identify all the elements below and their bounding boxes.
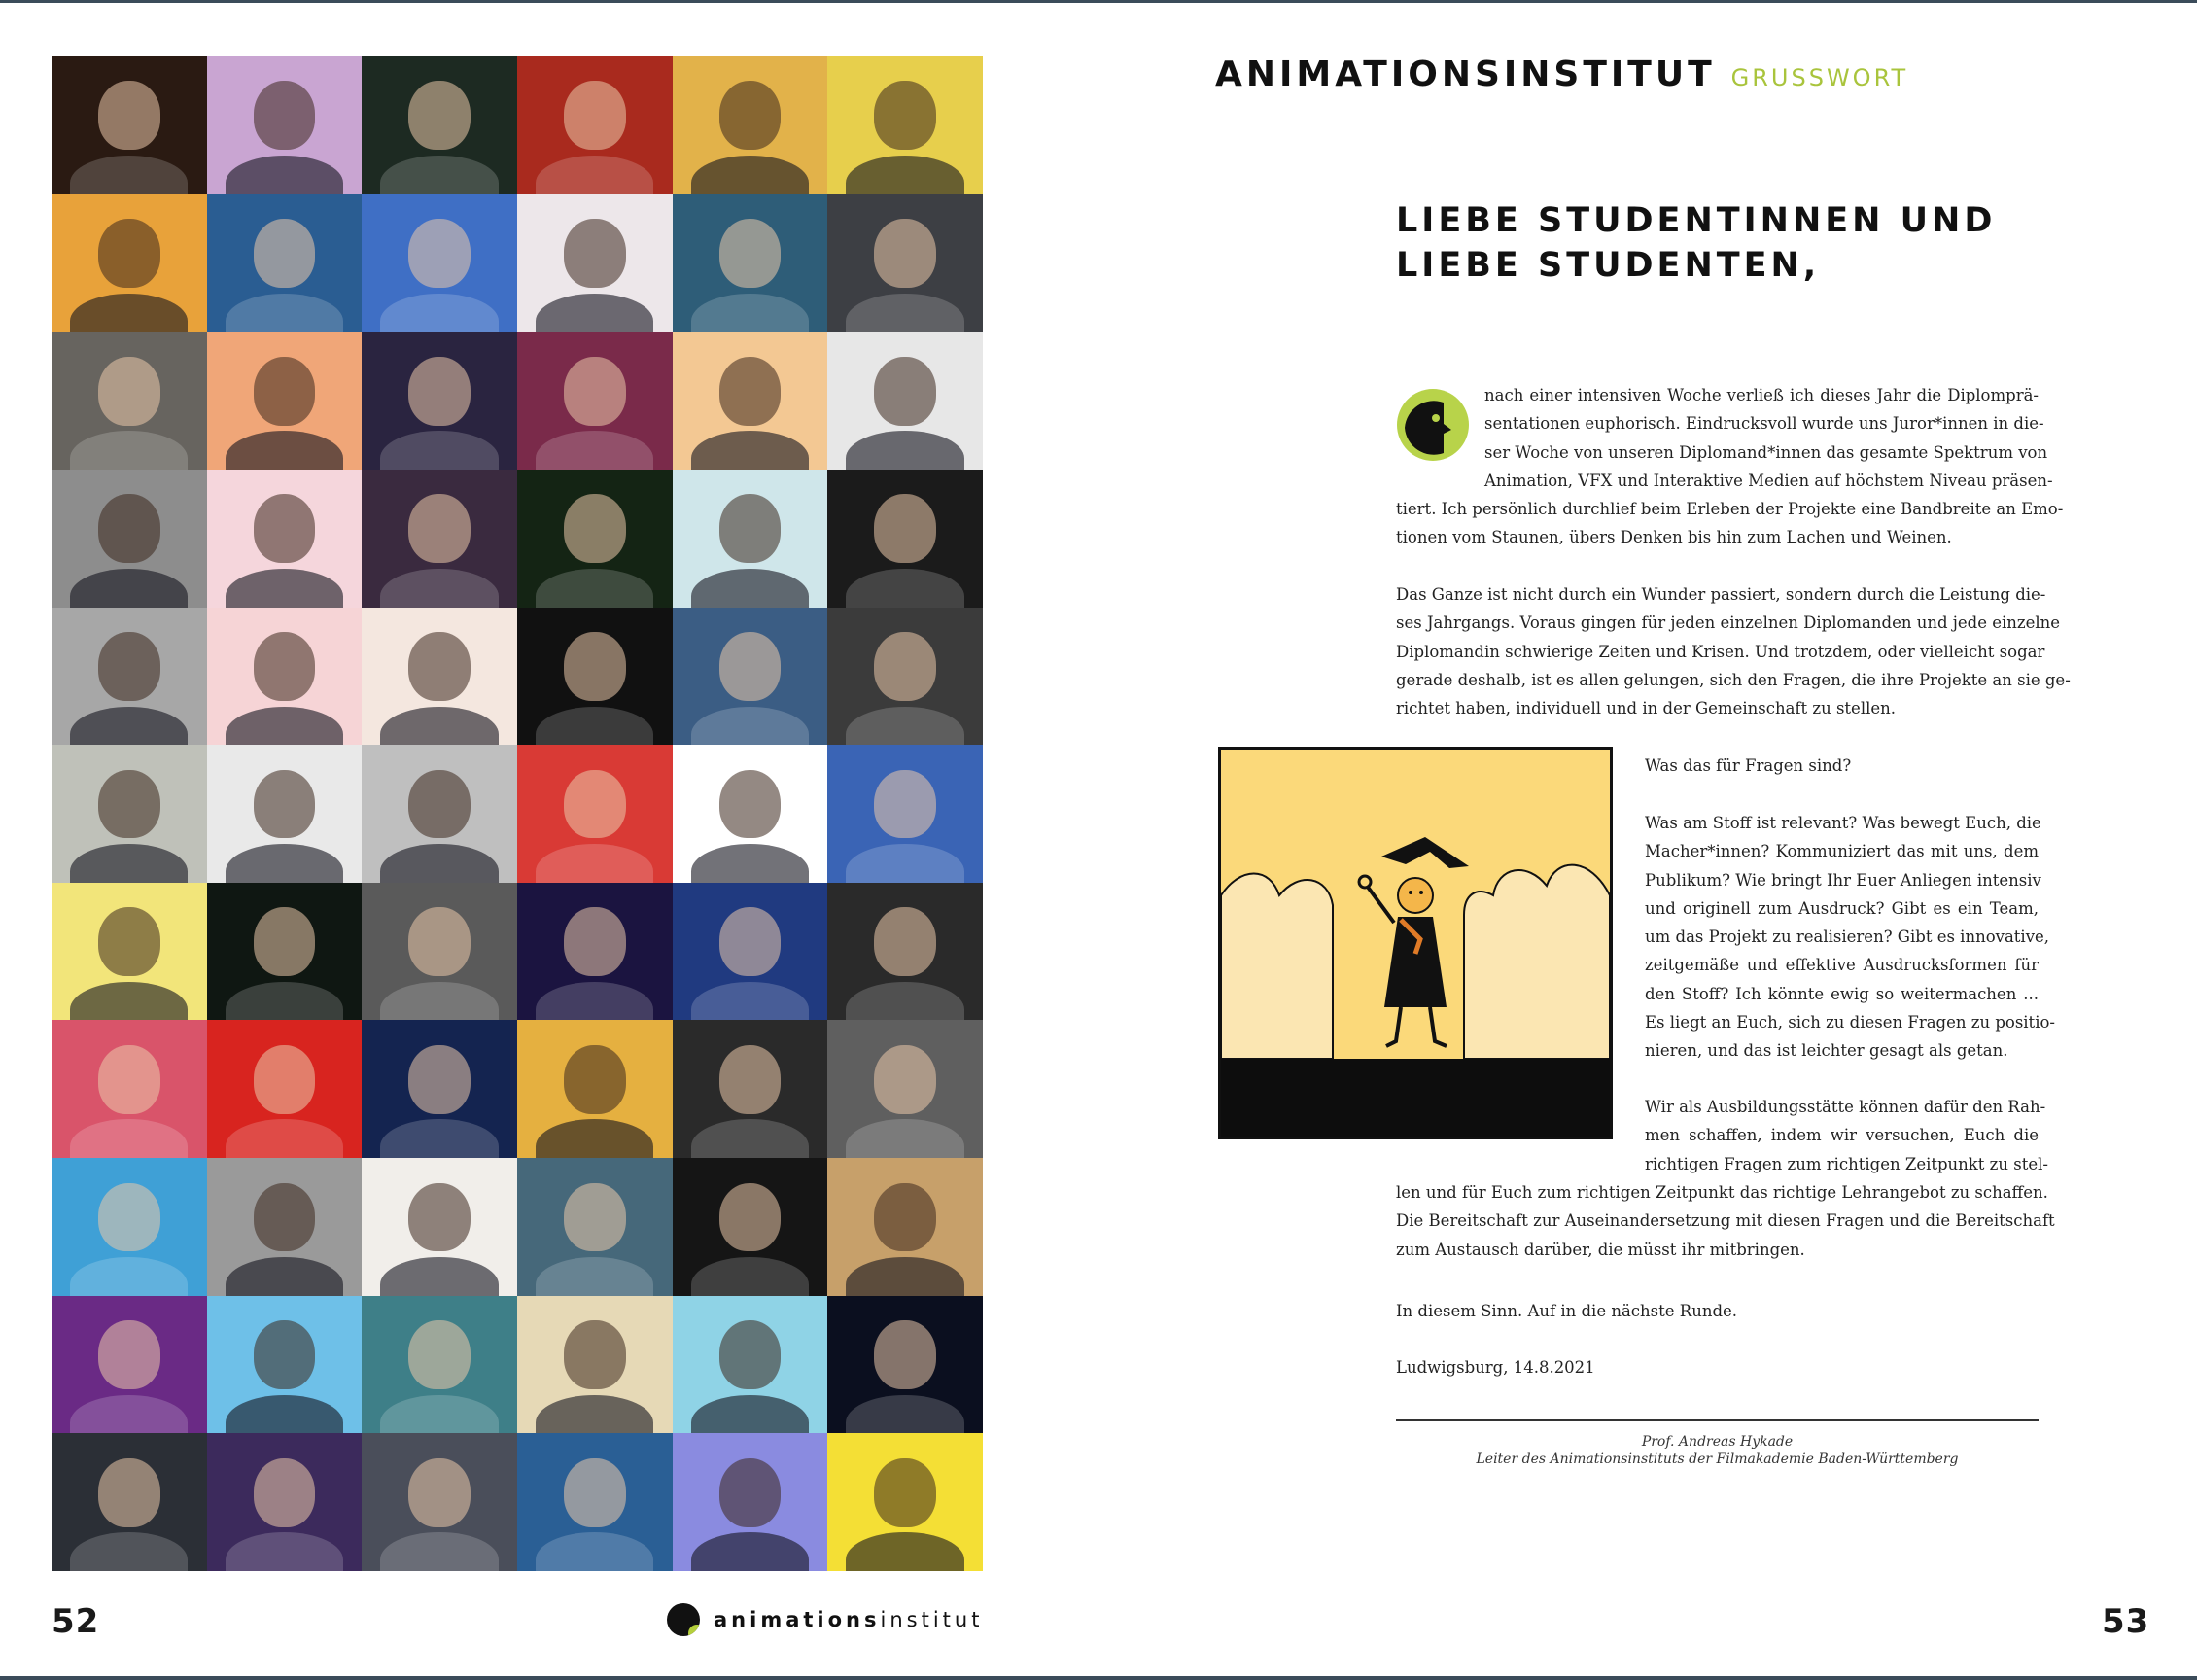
portrait-tile xyxy=(517,332,673,470)
portrait-face xyxy=(564,81,626,150)
text-line: nieren, und das ist leichter gesagt als getan. xyxy=(1645,1041,2008,1061)
text-line: Das Ganze ist nicht durch ein Wunder passiert, sondern durch die Leistung die- xyxy=(1396,585,2046,604)
portrait-tile xyxy=(517,608,673,746)
portrait-face xyxy=(98,494,160,563)
portrait-shoulders xyxy=(70,156,188,194)
portrait-face xyxy=(564,357,626,426)
portrait-shoulders xyxy=(846,294,963,332)
portrait-face xyxy=(874,357,936,426)
portrait-shoulders xyxy=(691,707,809,746)
text-line: Macher*innen? Kommuniziert das mit uns, dem xyxy=(1645,842,2039,861)
portrait-tile xyxy=(362,194,517,332)
portrait-shoulders xyxy=(536,1257,653,1296)
portrait-face xyxy=(98,1045,160,1114)
portrait-tile xyxy=(517,470,673,608)
portrait-face xyxy=(98,770,160,839)
portrait-tile xyxy=(52,1020,207,1158)
portrait-tile xyxy=(52,194,207,332)
portrait-face xyxy=(874,907,936,976)
portrait-shoulders xyxy=(70,569,188,608)
portrait-tile xyxy=(362,745,517,883)
portrait-tile xyxy=(362,56,517,194)
portrait-tile xyxy=(673,883,828,1021)
portrait-shoulders xyxy=(226,156,343,194)
portrait-face xyxy=(719,357,782,426)
portrait-tile xyxy=(827,194,983,332)
animationsinstitut-logo-icon xyxy=(667,1603,700,1636)
portrait-shoulders xyxy=(846,1532,963,1571)
portrait-shoulders xyxy=(536,1119,653,1158)
portrait-face xyxy=(564,219,626,288)
portrait-face xyxy=(874,81,936,150)
portrait-face xyxy=(564,770,626,839)
portrait-shoulders xyxy=(380,1119,498,1158)
portrait-face xyxy=(564,1320,626,1389)
portrait-shoulders xyxy=(536,1532,653,1571)
place-date: Ludwigsburg, 14.8.2021 xyxy=(1396,1358,1595,1377)
portrait-shoulders xyxy=(70,1532,188,1571)
portrait-shoulders xyxy=(536,431,653,470)
portrait-tile xyxy=(827,608,983,746)
portrait-face xyxy=(254,1320,316,1389)
text-line: den Stoff? Ich könnte ewig so weitermachen ... xyxy=(1645,984,2039,1003)
portrait-face xyxy=(408,1320,471,1389)
portrait-face xyxy=(254,907,316,976)
portrait-shoulders xyxy=(226,844,343,883)
paragraph-4 xyxy=(1645,809,2055,1066)
portrait-shoulders xyxy=(380,294,498,332)
portrait-tile xyxy=(673,1020,828,1158)
portrait-tile xyxy=(673,56,828,194)
portrait-face xyxy=(719,1183,782,1252)
portrait-tile xyxy=(362,1020,517,1158)
portrait-face xyxy=(98,632,160,701)
portrait-shoulders xyxy=(846,156,963,194)
portrait-tile xyxy=(673,332,828,470)
text-line: gerade deshalb, ist es allen gelungen, sich den Fragen, die ihre Projekte an sie ge- xyxy=(1396,670,2071,689)
portrait-shoulders xyxy=(380,156,498,194)
footer-logo-bold: animations xyxy=(714,1608,881,1631)
footer-logo-regular: institut xyxy=(880,1608,984,1631)
portrait-face xyxy=(98,1458,160,1527)
portrait-face xyxy=(408,1045,471,1114)
portrait-tile xyxy=(207,1158,363,1296)
portrait-tile xyxy=(673,470,828,608)
portrait-tile xyxy=(827,745,983,883)
portrait-tile xyxy=(673,1296,828,1434)
portrait-shoulders xyxy=(226,1119,343,1158)
paragraph-2 xyxy=(1396,580,2071,722)
portrait-shoulders xyxy=(691,1257,809,1296)
portrait-tile xyxy=(827,1158,983,1296)
portrait-shoulders xyxy=(536,982,653,1021)
portrait-tile xyxy=(207,883,363,1021)
portrait-shoulders xyxy=(846,844,963,883)
portrait-face xyxy=(408,632,471,701)
portrait-tile xyxy=(52,883,207,1021)
portrait-shoulders xyxy=(536,569,653,608)
portrait-face xyxy=(564,494,626,563)
bottom-border xyxy=(0,1676,2197,1680)
portrait-face xyxy=(719,632,782,701)
portrait-tile xyxy=(52,608,207,746)
portrait-tile xyxy=(517,56,673,194)
text-line: Diplomandin schwierige Zeiten und Krisen. Und trotzdem, oder vielleicht sogar xyxy=(1396,642,2045,661)
portrait-shoulders xyxy=(226,1257,343,1296)
portrait-shoulders xyxy=(846,1257,963,1296)
portrait-shoulders xyxy=(846,1395,963,1434)
signature-role: Leiter des Animationsinstituts der Filmakademie Baden-Württemberg xyxy=(1476,1452,1959,1467)
portrait-tile xyxy=(517,1433,673,1571)
portrait-tile xyxy=(673,194,828,332)
paragraph-3: Was das für Fragen sind? xyxy=(1645,756,1852,775)
footer-logo-text xyxy=(714,1608,983,1631)
portrait-shoulders xyxy=(536,294,653,332)
portrait-tile xyxy=(827,1296,983,1434)
portrait-tile xyxy=(362,470,517,608)
portrait-shoulders xyxy=(691,1119,809,1158)
paragraph-1-indented xyxy=(1484,381,2053,495)
portrait-face xyxy=(564,1045,626,1114)
portrait-tile xyxy=(517,1158,673,1296)
portrait-shoulders xyxy=(226,431,343,470)
portrait-face xyxy=(719,81,782,150)
text-line: nach einer intensiven Woche verließ ich dieses Jahr die Diplomprä- xyxy=(1484,386,2039,404)
portrait-tile xyxy=(362,883,517,1021)
paragraph-5-wide xyxy=(1396,1178,2055,1264)
signature-name: Prof. Andreas Hykade xyxy=(1641,1434,1794,1450)
headline-line-1: LIEBE STUDENTINNEN UND xyxy=(1396,201,1997,240)
portrait-shoulders xyxy=(226,1395,343,1434)
portrait-shoulders xyxy=(70,294,188,332)
portrait-shoulders xyxy=(70,1395,188,1434)
portrait-face xyxy=(98,1320,160,1389)
portrait-face xyxy=(408,907,471,976)
text-line: richtigen Fragen zum richtigen Zeitpunkt zu stel- xyxy=(1645,1154,2048,1173)
portrait-tile xyxy=(517,1296,673,1434)
portrait-tile xyxy=(362,1433,517,1571)
text-line: men schaffen, indem wir versuchen, Euch die xyxy=(1645,1126,2039,1145)
portrait-face xyxy=(408,1458,471,1527)
portrait-shoulders xyxy=(846,707,963,746)
text-line: ses Jahrgangs. Voraus gingen für jeden einzelnen Diplomanden und jede einzelne xyxy=(1396,613,2061,633)
portrait-tile xyxy=(52,470,207,608)
portrait-face xyxy=(874,1183,936,1252)
text-line: Die Bereitschaft zur Auseinandersetzung mit diesen Fragen und die Bereitschaft xyxy=(1396,1211,2055,1231)
portrait-shoulders xyxy=(380,1395,498,1434)
portrait-tile xyxy=(517,1020,673,1158)
footer-logo xyxy=(667,1602,983,1637)
portrait-face xyxy=(564,632,626,701)
signature-divider xyxy=(1396,1419,2039,1421)
portrait-shoulders xyxy=(846,569,963,608)
portrait-shoulders xyxy=(691,431,809,470)
portrait-tile xyxy=(207,608,363,746)
portrait-shoulders xyxy=(70,1257,188,1296)
portrait-tile xyxy=(517,194,673,332)
portrait-face xyxy=(719,1045,782,1114)
portrait-shoulders xyxy=(846,982,963,1021)
portrait-shoulders xyxy=(536,156,653,194)
portrait-face xyxy=(564,1458,626,1527)
portrait-face xyxy=(98,1183,160,1252)
portrait-tile xyxy=(52,56,207,194)
portrait-face xyxy=(98,907,160,976)
text-line: Es liegt an Euch, sich zu diesen Fragen zu positio- xyxy=(1645,1013,2055,1032)
portrait-tile xyxy=(517,745,673,883)
portrait-tile xyxy=(827,1433,983,1571)
portrait-face xyxy=(719,1320,782,1389)
portrait-tile xyxy=(673,745,828,883)
portrait-face xyxy=(254,1183,316,1252)
portrait-shoulders xyxy=(70,982,188,1021)
portrait-shoulders xyxy=(846,1119,963,1158)
portrait-tile xyxy=(207,1296,363,1434)
portrait-tile xyxy=(827,332,983,470)
portrait-shoulders xyxy=(380,707,498,746)
portrait-tile xyxy=(207,745,363,883)
portrait-face xyxy=(719,494,782,563)
signature-block xyxy=(1396,1433,2039,1468)
portrait-shoulders xyxy=(691,982,809,1021)
text-line: Publikum? Wie bringt Ihr Euer Anliegen intensiv xyxy=(1645,870,2041,890)
portrait-face xyxy=(98,81,160,150)
header-title: ANIMATIONSINSTITUT xyxy=(1215,54,1716,94)
portrait-shoulders xyxy=(380,1532,498,1571)
page-number-right: 53 xyxy=(2102,1602,2150,1641)
portrait-face xyxy=(254,632,316,701)
portrait-face xyxy=(254,1045,316,1114)
portrait-tile xyxy=(362,608,517,746)
portrait-face xyxy=(874,1458,936,1527)
witch-character-icon xyxy=(1221,750,1610,1137)
portrait-face xyxy=(254,770,316,839)
portrait-tile xyxy=(673,608,828,746)
portrait-tile xyxy=(827,470,983,608)
portrait-tile xyxy=(362,1158,517,1296)
portrait-tile xyxy=(207,194,363,332)
portrait-tile xyxy=(673,1158,828,1296)
page-header xyxy=(1215,54,1908,94)
paragraph-6: In diesem Sinn. Auf in die nächste Runde. xyxy=(1396,1302,1738,1320)
portrait-shoulders xyxy=(70,1119,188,1158)
portrait-shoulders xyxy=(536,707,653,746)
text-line: zeitgemäße und effektive Ausdrucksformen für xyxy=(1645,956,2039,975)
header-subtitle: GRUSSWORT xyxy=(1730,64,1909,91)
portrait-tile xyxy=(362,332,517,470)
portrait-shoulders xyxy=(70,844,188,883)
portrait-shoulders xyxy=(691,156,809,194)
text-line: um das Projekt zu realisieren? Gibt es innovative, xyxy=(1645,928,2050,947)
portrait-face xyxy=(254,1458,316,1527)
portrait-shoulders xyxy=(536,1395,653,1434)
text-line: tionen vom Staunen, übers Denken bis hin zum Lachen und Weinen. xyxy=(1396,528,1952,547)
top-border xyxy=(0,0,2197,3)
portrait-face xyxy=(874,1045,936,1114)
comic-illustration xyxy=(1218,747,1613,1139)
portrait-face xyxy=(874,219,936,288)
text-line: tiert. Ich persönlich durchlief beim Erleben der Projekte eine Bandbreite an Emo- xyxy=(1396,500,2064,518)
portrait-shoulders xyxy=(536,844,653,883)
portrait-face xyxy=(564,907,626,976)
portrait-tile xyxy=(207,56,363,194)
portrait-tile xyxy=(827,883,983,1021)
portrait-face xyxy=(408,81,471,150)
portrait-shoulders xyxy=(380,1257,498,1296)
portrait-face xyxy=(98,219,160,288)
paragraph-5-narrow xyxy=(1645,1093,2048,1178)
portrait-face xyxy=(254,219,316,288)
portrait-shoulders xyxy=(226,1532,343,1571)
portrait-tile xyxy=(517,883,673,1021)
portrait-face xyxy=(408,1183,471,1252)
portrait-face xyxy=(874,632,936,701)
portrait-shoulders xyxy=(70,707,188,746)
portrait-face xyxy=(254,357,316,426)
text-line: Was am Stoff ist relevant? Was bewegt Euch, die xyxy=(1645,814,2041,832)
portrait-face xyxy=(408,494,471,563)
portrait-face xyxy=(408,357,471,426)
portrait-face xyxy=(874,1320,936,1389)
portrait-tile xyxy=(52,1433,207,1571)
headline-line-2: LIEBE STUDENTEN, xyxy=(1396,246,1821,285)
portrait-tile xyxy=(207,470,363,608)
portrait-tile xyxy=(827,56,983,194)
portrait-shoulders xyxy=(691,844,809,883)
portrait-grid xyxy=(52,56,983,1571)
portrait-shoulders xyxy=(691,294,809,332)
portrait-face xyxy=(719,1458,782,1527)
portrait-tile xyxy=(52,332,207,470)
portrait-face xyxy=(254,494,316,563)
portrait-shoulders xyxy=(380,982,498,1021)
portrait-face xyxy=(719,770,782,839)
portrait-face xyxy=(874,494,936,563)
portrait-tile xyxy=(673,1433,828,1571)
portrait-tile xyxy=(52,1158,207,1296)
portrait-shoulders xyxy=(226,569,343,608)
text-line: Animation, VFX und Interaktive Medien auf höchstem Niveau präsen- xyxy=(1484,471,2053,490)
text-line: len und für Euch zum richtigen Zeitpunkt das richtige Lehrangebot zu schaffen. xyxy=(1396,1183,2048,1202)
portrait-shoulders xyxy=(691,1395,809,1434)
initial-logo-icon xyxy=(1397,389,1469,461)
portrait-face xyxy=(254,81,316,150)
portrait-face xyxy=(564,1183,626,1252)
text-line: ser Woche von unseren Diplomand*innen das gesamte Spektrum von xyxy=(1484,442,2048,462)
portrait-face xyxy=(719,907,782,976)
portrait-face xyxy=(874,770,936,839)
portrait-shoulders xyxy=(226,982,343,1021)
text-line: Wir als Ausbildungsstätte können dafür den Rah- xyxy=(1645,1098,2046,1116)
portrait-tile xyxy=(207,1433,363,1571)
text-line: sentationen euphorisch. Eindrucksvoll wurde uns Juror*innen in die- xyxy=(1484,414,2044,434)
portrait-tile xyxy=(52,745,207,883)
portrait-tile xyxy=(52,1296,207,1434)
portrait-shoulders xyxy=(380,844,498,883)
portrait-shoulders xyxy=(380,431,498,470)
portrait-shoulders xyxy=(226,707,343,746)
portrait-shoulders xyxy=(380,569,498,608)
portrait-shoulders xyxy=(691,569,809,608)
text-line: richtet haben, individuell und in der Gemeinschaft zu stellen. xyxy=(1396,699,1897,718)
text-line: und originell zum Ausdruck? Gibt es ein Team, xyxy=(1645,898,2039,918)
portrait-shoulders xyxy=(70,431,188,470)
portrait-shoulders xyxy=(846,431,963,470)
portrait-shoulders xyxy=(226,294,343,332)
portrait-face xyxy=(408,219,471,288)
portrait-tile xyxy=(207,332,363,470)
portrait-shoulders xyxy=(691,1532,809,1571)
portrait-tile xyxy=(827,1020,983,1158)
portrait-face xyxy=(98,357,160,426)
paragraph-1-full xyxy=(1396,495,2064,552)
page-number-left: 52 xyxy=(52,1602,100,1641)
headline xyxy=(1396,198,1996,288)
text-line: zum Austausch darüber, die müsst ihr mitbringen. xyxy=(1396,1240,1805,1259)
portrait-face xyxy=(719,219,782,288)
portrait-face xyxy=(408,770,471,839)
portrait-tile xyxy=(207,1020,363,1158)
portrait-tile xyxy=(362,1296,517,1434)
